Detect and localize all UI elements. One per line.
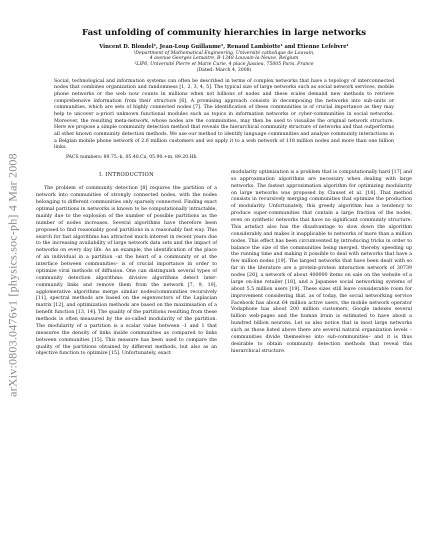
arxiv-identifier-text: arXiv:0803.0476v1 [physics.soc-ph] 4 Mar 2008 [5, 153, 20, 397]
abstract: Social, technological and information systems can often be described in terms of complex networks that have a topology of interconnected nodes that combines organization and randomness [1, 2, 3, 4, 5]. The typical size of large networks such as social network services, mobile phone networks or the web now counts in millions when not billions of nodes and these scales demand new methods to retrieve comprehensive information from their structure [6]. A promising approach consists in decomposing the networks into sub-units or communities, which are sets of highly connected nodes [7]. The identification of these communities is of crucial importance as they may help to uncover a-priori unknown functional modules such as topics in information networks or cyber-communities in social networks. Moreover, the resulting meta-network, whose nodes are the communities, may then be used to visualize the original network structure. Here we propose a simple community detection method that reveals the hierarchical community structure of networks and that outperforms all other known community detection methods. We use our method to identify language communities and analyse community interactions in a Belgian mobile phone network of 2.6 million customers and we apply it to a web network of 118 million nodes and more than one billion links. [54, 78, 394, 151]
paper-title: Fast unfolding of community hierarchies in large networks [81, 28, 367, 38]
section-heading: I. INTRODUCTION [99, 171, 154, 178]
body-columns [36, 170, 412, 358]
affiliation-2: ²LIP6, Université Pierre et Marie Curie, 4 place Jussieu, 75005 Paris, France [134, 62, 314, 68]
left-column [36, 170, 217, 358]
paragraph: modularity optimization is a problem that is computationally hard [17] and so approximation algorithms are necessary when dealing with large networks. The fastest approximation algorithm for optimizing modularity on large networks was proposed by Clauset et al. [18]. That method consists in recursively merging communities that optimize the production of modularity. Unfortunately, this greedy algorithm has a tendency to produce super-communities that contain a large fraction of the nodes, even on synthetic networks that have no significant community structure. This artefact also has the disadvantage to slow down the algorithm considerably and makes it inapplicable to networks of more than a million nodes. This effect has been circumvented by introducing tricks in order to balance the size of the communities being merged, thereby speeding up the running time and making it possible to deal with networks that have a few million nodes [19]. The largest networks that have been dealt with so far in the literature are a protein-protein interaction network of 30739 nodes [20], a network of about 400000 items on sale on the website of a large on-line retailer [18], and a Japanese social networking systems of about 5.5 million users [19]. These sizes still leave considerable room for improvement considering that, as of today, the social networking service Facebook has about 64 million active users, the mobile network operator Vodaphone has about 200 million customers, Google indexes several billion web-pages and the human brain is estimated to have about a hundred billion neurons. Let us also notice that in most large networks such as those listed above there are several natural organization levels –communities divide themselves into sub-communities– and it is thus desirable to obtain community detection methods that reveal this hierarchical structure. [231, 169, 412, 354]
pacs-numbers: PACS numbers: 89.75.-k, 05.40.Ca, 05.90.+m, 89.20.Hh [66, 154, 197, 160]
affiliation-1-address: 4 avenue Georges Lemaitre, B-1348 Louvain-la-Neuve, Belgium [149, 56, 299, 62]
author-list: Vincent D. Blondel¹, Jean-Loup Guillaume², Renaud Lambiotte¹ and Etienne Lefebvre¹ [99, 44, 349, 50]
paper-page [36, 28, 412, 358]
date-line: (Dated: March 4, 2008) [196, 68, 252, 74]
right-column [231, 170, 412, 358]
affiliation-1: ¹Department of Mathematical Engineering, Université catholique de Louvain, [133, 50, 315, 56]
arxiv-identifier [2, 140, 24, 410]
paragraph: The problem of community detection [8] requires the partition of a network into communities of strongly connected nodes, with the nodes belonging to different communities only sparsely connected. Finding exact optimal partitions in networks is known to be computationally intractable, mainly due to the explosion of the number of possible partitions as the number of nodes increases. Several algorithms have therefore been proposed to find reasonably good partitions in a reasonably fast way. This search for fast algorithms has attracted much interest in recent years due to the increasing availability of large network data sets and the impact of networks on every day life. As an example, the identification of the place of an individual in a partition –at the heart of a community or at the interface between communities– is of crucial importance in order to optimize viral methods of diffusion. One can distinguish several types of community detection algorithms: divisive algorithms detect inter-community links and remove them from the network [7, 9, 10], agglomerative algorithms merge similar nodes/communities recursively [11], spectral methods are based on the eigenvectors of the Laplacian matrix [12], and optimization methods are based on the maximisation of a benefit function [13, 14]. The quality of the partitions resulting from these methods is often measured by the so-called modularity of the partition. The modularity of a partition is a scalar value between -1 and 1 that measures the density of links inside communities as compared to links between communities [15]. This measure has been used to compare the quality of the partitions obtained by different methods, but also as an objective function to optimize [15]. Unfortunately, exact [36, 186, 217, 357]
